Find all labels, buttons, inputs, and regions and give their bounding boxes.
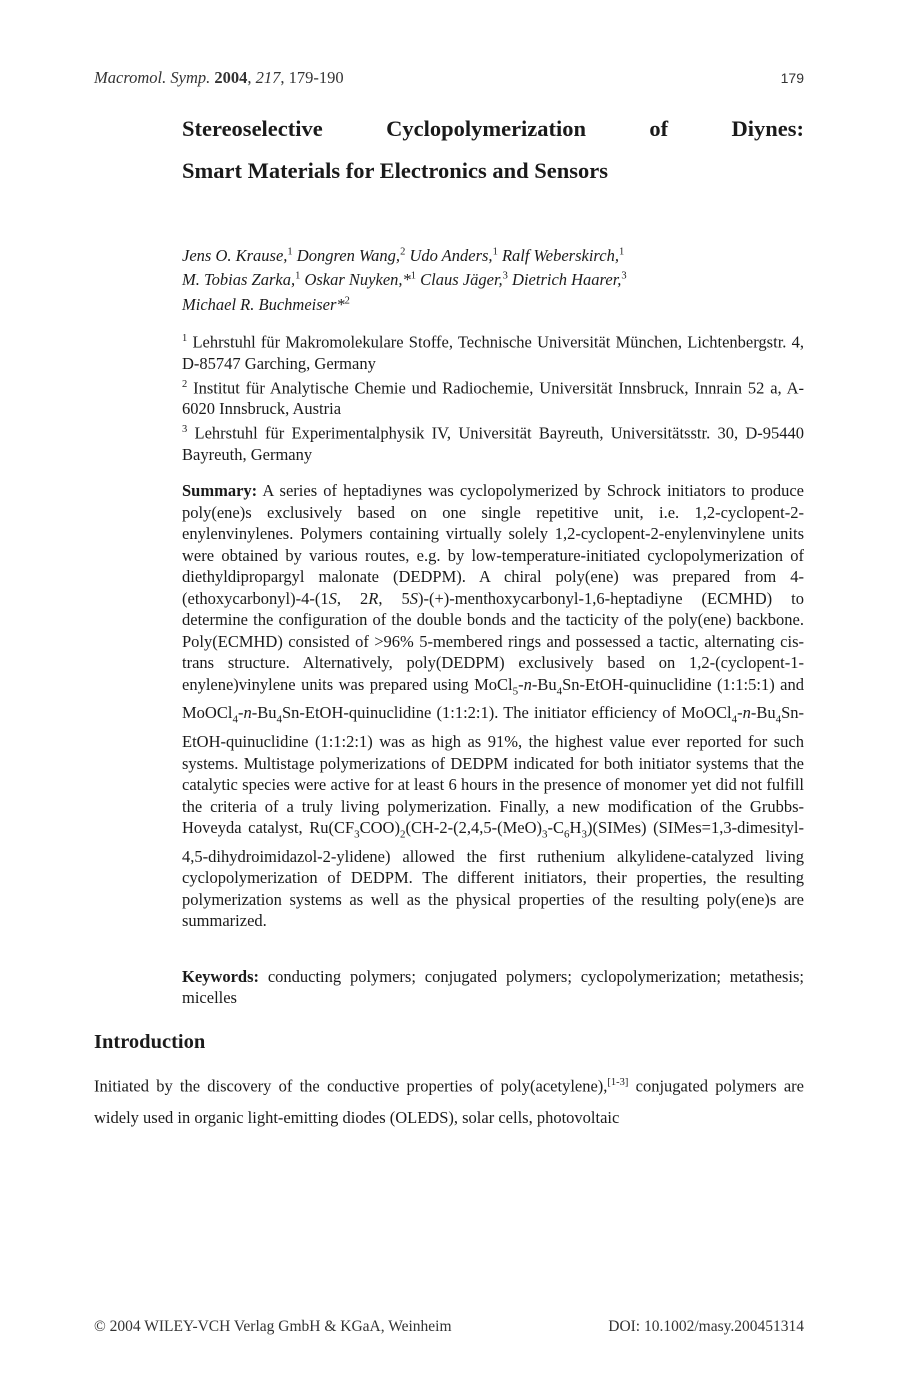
abstract: Summary: A series of heptadiynes was cyclopolymerized by Schrock initiators to produce poly(ene)s exclusively based on one single repetitive unit, i.e. 1,2-cyclopent-2-enylenvinylenes. Polymers containing virtually solely 1,2-cyclopent-2-enylenvinylene units were obtained by various routes, e.g. by low-temperature-initiated cyclopolymerization of diethyldipropargyl malonate (DEDPM). A chiral poly(ene) was prepared from 4-(ethoxycarbonyl)-4-(1S, 2R, 5S)-(+)-menthoxycarbonyl-1,6-heptadiyne (ECMHD) to determine the configuration of the double bonds and the tacticity of the poly(ene) backbone. Poly(ECMHD) consisted of >96% 5-membered rings and possessed a tactic, alternating cis-trans structure. Alternatively, poly(DEDPM) exclusively based on 1,2-(cyclopent-1-enylene)vinylene units was prepared using $MoCl_5-n-Bu_4Sn-EtOH$-quinuclidine (1:1:5:1) and $MoOCl_4-n-Bu_4Sn-EtOH$-quinuclidine (1:1:2:1). The initiator efficiency of $MoOCl_4-n-Bu_4Sn-EtOH$-quinuclidine (1:1:2:1) was as high as 91%, the highest value ever reported for such systems. Multistage polymerizations of DEDPM indicated for both initiator systems that the catalytic species were active for at least 6 hours in the presence of monomer yet did not fulfill the criteria of a truly living polymerization. Finally, a new modification of the Grubbs-Hoveyda catalyst, $Ru(CF_3COO)_2(CH-2-(2,4,5-(MeO)_3-C_6H_3)(SIMes)$ (SIMes=1,3-dimesityl-4,5-dihydroimidazol-2-ylidene) allowed the first ruthenium alkylidene-catalyzed living cyclopolymerization of DEDPM. The different initiators, their properties, the resulting polymerization systems as well as the physical properties of the resulting poly(ene)s are summarized. [182, 481, 804, 931]
author: M. Tobias Zarka,$^1$ [182, 270, 301, 289]
keywords-label: Keywords: [182, 967, 259, 986]
title-word: Diynes: [731, 116, 804, 141]
author: Michael R. Buchmeiser*$^2$ [182, 294, 350, 314]
journal-pages: 179-190 [288, 68, 344, 87]
affiliation: $^3$ Lehrstuhl für Experimentalphysik IV, Universität Bayreuth, Universitätsstr. 30, D-95440 Bayreuth, Germany [182, 423, 804, 464]
keywords: Keywords: conducting polymers; conjugated polymers; cyclopolymerization; metathesis; micelles [182, 967, 804, 1007]
author: Dongren Wang,$^2$ [296, 245, 406, 265]
section-heading-introduction: Introduction [94, 1031, 206, 1053]
doi: DOI: 10.1002/masy.200451314 [608, 1318, 804, 1335]
author: Udo Anders,$^1$ [409, 245, 498, 265]
introduction-paragraph: Initiated by the discovery of the conductive properties of poly(acetylene),[1-3] conjugated polymers are widely used in organic light-emitting diodes (OLEDS), solar cells, photovoltaic [94, 1076, 804, 1127]
title-line-1 [182, 116, 804, 142]
title-word: Stereoselective [182, 116, 323, 141]
journal-name: Macromol. Symp. [94, 68, 211, 87]
author: Ralf Weberskirch,$^1$ [501, 245, 625, 265]
journal-citation: Macromol. Symp. 2004, 217, 179-190 [94, 68, 344, 87]
affiliation: $^1$ Lehrstuhl für Makromolekulare Stoffe, Technische Universität München, Lichtenbergstr. 4, D-85747 Garching, Germany [182, 332, 804, 373]
author-list [182, 241, 804, 315]
author: Dietrich Haarer,$^3$ [512, 270, 627, 289]
affiliations [182, 328, 804, 465]
summary-label: Summary: [182, 481, 258, 500]
journal-year: 2004 [214, 68, 248, 87]
page-number: 179 [780, 70, 804, 86]
affiliation: $^2$ Institut für Analytische Chemie und Radiochemie, Universität Innsbruck, Innrain 52 a, A-6020 Innsbruck, Austria [182, 378, 804, 418]
title-line-2: Smart Materials for Electronics and Sensors [182, 158, 608, 183]
author: Jens O. Krause,$^1$ [182, 245, 293, 265]
title-word: Cyclopolymerization [386, 116, 587, 141]
author: Claus Jäger,$^3$ [420, 270, 508, 289]
copyright: © 2004 WILEY-VCH Verlag GmbH & KGaA, Weinheim [94, 1318, 452, 1335]
author: Oskar Nuyken,*$^1$ [304, 270, 417, 289]
citation-ref: [1-3] [607, 1077, 629, 1088]
journal-volume: 217 [255, 68, 281, 87]
title-word: of [649, 116, 669, 141]
